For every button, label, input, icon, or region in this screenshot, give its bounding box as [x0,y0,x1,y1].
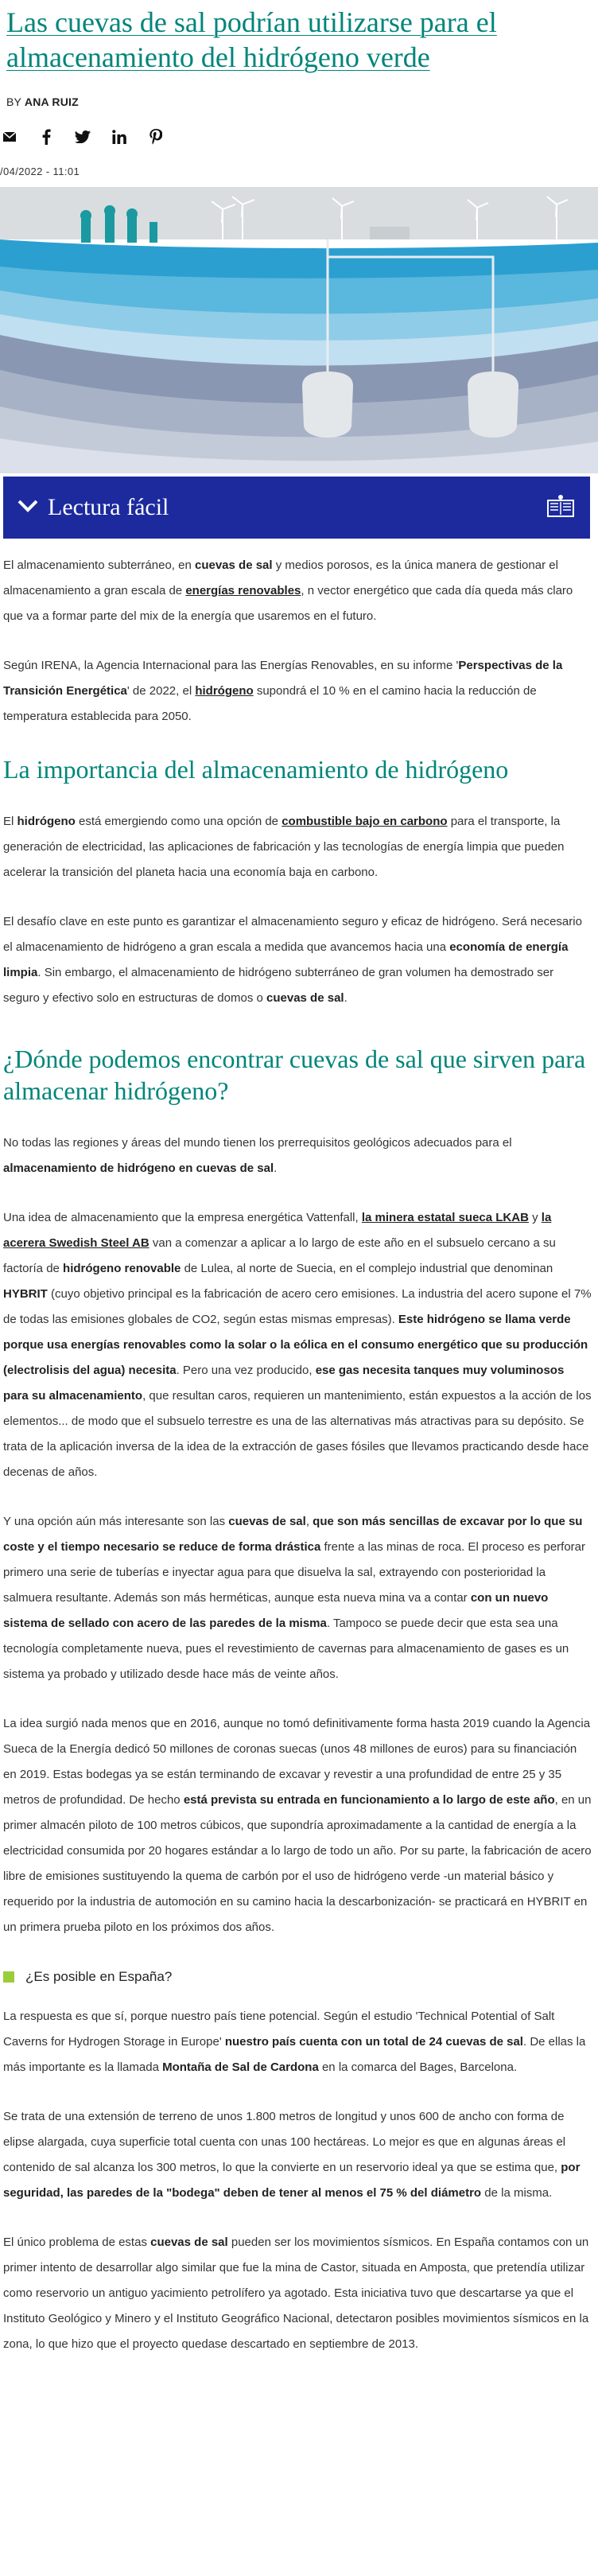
inline-link[interactable]: la acerera Swedish Steel AB [3,1211,552,1250]
article-body [0,539,598,2357]
text-segment: . Sin embargo, el almacenamiento de hidrógeno subterráneo de gran volumen ha demostrado ser seguro y efectivo solo en estructuras de domos o [3,966,554,1005]
author-name[interactable]: ANA RUIZ [24,95,79,108]
paragraph [3,653,592,730]
bold-text: cuevas de sal [228,1515,306,1528]
bold-text: hidrógeno [17,815,76,828]
section-heading: La importancia del almacenamiento de hidrógeno [3,755,509,784]
text-segment: y medios porosos, es la única manera de gestionar el almacenamiento a gran escala de [3,558,558,597]
paragraph [3,2230,592,2357]
text-segment: , que resultan caros, requieren un mantenimiento, están expuestos a la acción de los elementos... de modo que el subsuelo terrestre es una de las alternativas más atractivas para su depósito. Se trata de la aplicación inversa de la idea de la extracción de gases fósiles que llevamos practicando desde hace decenas de años. [3,1389,592,1479]
text-segment: La idea surgió nada menos que en 2016, aunque no tomó definitivamente forma hasta 2019 cuando la Agencia Sueca de la Energía dedicó 50 millones de coronas suecas (unos 48 millones de euros) para su financiación en 2019. Estas bodegas ya se están terminando de excavar y revestir a una profundidad de entre 25 y 35 metros de profundidad. De hecho [3,1717,591,1807]
share-bar [0,108,598,146]
paragraph [3,1130,592,1181]
mail-icon[interactable] [0,127,19,146]
text-segment: van a comenzar a aplicar a lo largo de este año en el subsuelo cercano a su factoría de [3,1236,556,1275]
text-segment: , [305,1515,313,1528]
inline-link[interactable]: energías renovables [185,584,301,597]
paragraph [3,2104,592,2206]
byline-prefix: BY [6,95,21,108]
bold-text: economía de energía limpia [3,940,569,979]
text-segment: Y una opción aún más interesante son las [3,1515,229,1528]
hero-illustration [0,187,598,473]
text-segment: supondrá el 10 % en el camino hacia la reducción de temperatura establecida para 2050. [3,684,537,723]
text-segment: . [274,1162,278,1175]
bold-text: HYBRIT [3,1287,48,1301]
pinterest-icon[interactable] [146,127,165,146]
bold-text: Montaña de Sal de Cardona [162,2060,319,2074]
text-segment: El almacenamiento subterráneo, en [3,558,195,572]
byline [0,75,598,108]
bold-text: está prevista su entrada en funcionamiento a lo largo de este año [183,1793,555,1807]
inline-link[interactable]: la minera estatal sueca LKAB [361,1211,529,1224]
linkedin-icon[interactable] [110,127,129,146]
text-segment: . Pero una vez producido, [176,1364,316,1377]
text-segment: , n vector energético que cada día queda más claro que va a formar parte del mix de la energía que usaremos en el futuro. [3,584,573,623]
text-segment: . Tampoco se puede decir que esta sea una tecnología completamente nueva, pues el revestimiento de cavernas para almacenamiento de gases es un sistema ya probado y utilizado desde hace más de veinte años. [3,1617,569,1681]
text-segment: para el transporte, la generación de electricidad, las aplicaciones de fabricación y las tecnologías de energía limpia que pueden acelerar la transición del planeta hacia una economía baja en carbono. [3,815,565,879]
text-segment: ' de 2022, el [126,684,196,698]
section-heading: ¿Dónde podemos encontrar cuevas de sal que sirven para almacenar hidrógeno? [3,1045,586,1105]
bold-text: almacenamiento de hidrógeno en cuevas de sal [3,1162,274,1175]
text-segment: de Lulea, al norte de Suecia, en el complejo industrial que denominan [181,1262,553,1275]
inline-link[interactable]: hidrógeno [195,684,254,698]
bold-text: Este hidrógeno se llama verde porque usa energías renovables como la solar o la eólica en el consumo energético que su producción (electrolisis del agua) necesita [3,1313,588,1377]
paragraph [3,1711,592,1940]
text-segment: (cuyo objetivo principal es la fabricación de acero cero emisiones. La industria del acero supone el 7% de todas las emisiones globales de CO2, según estas mismas empresas). [3,1287,592,1326]
text-segment: . De ellas la más importante es la llamada [3,2035,586,2074]
text-segment: . [344,991,348,1005]
chevron-down-icon [17,499,38,517]
text-segment: La respuesta es que sí, porque nuestro país tiene potencial. Según el estudio 'Technical Potential of Salt Caverns for Hydrogen Storage in Europe' [3,2010,555,2049]
text-segment: , en un primer almacén piloto de 100 metros cúbicos, que supondría aproximadamente a la cantidad de energía a la electricidad consumida por 20 hogares estándar a lo largo de todo un año. Por su parte, la fabricación de acero libre de emisiones sustituyendo la quema de carbón por el uso de hidrógeno verde -un material básico y requerido por la industria de automoción en su camino hacia la descarbonización- se practicará en HYBRIT en un primera prueba piloto en los próximos dos años. [3,1793,592,1934]
bold-text: cuevas de sal [150,2236,228,2249]
text-segment: de la misma. [481,2186,553,2200]
paragraph [3,1205,592,1485]
paragraph [3,553,592,629]
bold-text: que son más sencillas de excavar por lo que su coste y el tiempo necesario se reduce de forma drástica [3,1515,583,1554]
text-segment: El único problema de estas [3,2236,151,2249]
text-segment: Según IRENA, la Agencia Internacional para las Energías Renovables, en su informe ' [3,659,459,672]
square-bullet-icon [3,1971,14,1983]
paragraph [3,1509,592,1687]
facebook-icon[interactable] [37,127,56,146]
twitter-icon[interactable] [73,127,92,146]
bold-text: nuestro país cuenta con un total de 24 cuevas de sal [224,2035,523,2049]
bold-text: cuevas de sal [194,558,273,572]
text-segment: frente a las minas de roca. El proceso es perforar primero una serie de tuberías e inyectar agua para que disuelva la sal, extrayendo con posterioridad la salmuera resultante. Además son más herméticas, aunque esta nueva mina va a contar [3,1540,586,1605]
subheading [3,1964,592,1990]
article-title: Las cuevas de sal podrían utilizarse para el almacenamiento del hidrógeno verde [6,6,497,73]
bold-text: con un nuevo sistema de sellado con acero de las paredes de la misma [3,1591,549,1630]
lectura-facil-toggle[interactable] [3,477,590,539]
lectura-facil-left [17,494,169,521]
text-segment: en la comarca del Bages, Barcelona. [318,2060,518,2074]
bold-text: por seguridad, las paredes de la "bodega" deben de tener al menos el 75 % del diámetro [3,2161,581,2200]
paragraph [3,909,592,1011]
bold-text: hidrógeno renovable [63,1262,181,1275]
publish-date: /04/2022 - 11:01 [0,165,80,177]
text-segment: Una idea de almacenamiento que la empresa energética Vattenfall, [3,1211,362,1224]
easy-read-icon [547,494,574,522]
bold-text: ese gas necesita tanques muy voluminosos para su almacenamiento [3,1364,565,1403]
bold-text: cuevas de sal [266,991,344,1005]
inline-link[interactable]: combustible bajo en carbono [282,815,448,828]
text-segment: El [3,815,17,828]
text-segment: Se trata de una extensión de terreno de unos 1.800 metros de longitud y unos 600 de ancho con forma de elipse alargada, cuya superficie total cuenta con unas 100 hectáreas. Lo mejor es que en algunas áreas el contenido de sal alcanza los 300 metros, lo que la convierte en un reservorio ideal ya que se estima que, [3,2110,566,2174]
paragraph [3,2004,592,2080]
paragraph [3,809,592,885]
text-segment: y [528,1211,542,1224]
text-segment: No todas las regiones y áreas del mundo tienen los prerrequisitos geológicos adecuados para el [3,1136,512,1150]
lectura-facil-label: Lectura fácil [48,494,169,520]
text-segment: pueden ser los movimientos sísmicos. En España contamos con un primer intento de desarrollar algo similar que fue la mina de Castor, situada en Amposta, que pretendía utilizar como reservorio un antiguo yacimiento petrolífero ya agotado. Esta iniciativa tuvo que descartarse ya que el Instituto Geológico y Minero y el Instituto Geográfico Nacional, detectaron posibles movimientos sísmicos en la zona, lo que hizo que el proyecto quedase descartado en septiembre de 2013. [3,2236,589,2351]
bold-text: Perspectivas de la Transición Energética [3,659,563,698]
text-segment: El desafío clave en este punto es garantizar el almacenamiento seguro y eficaz de hidrógeno. Será necesario el almacenamiento de hidrógeno a gran escala a medida que avancemos hacia una [3,915,582,954]
text-segment: está emergiendo como una opción de [75,815,282,828]
subheading-text: ¿Es posible en España? [25,1969,173,1984]
